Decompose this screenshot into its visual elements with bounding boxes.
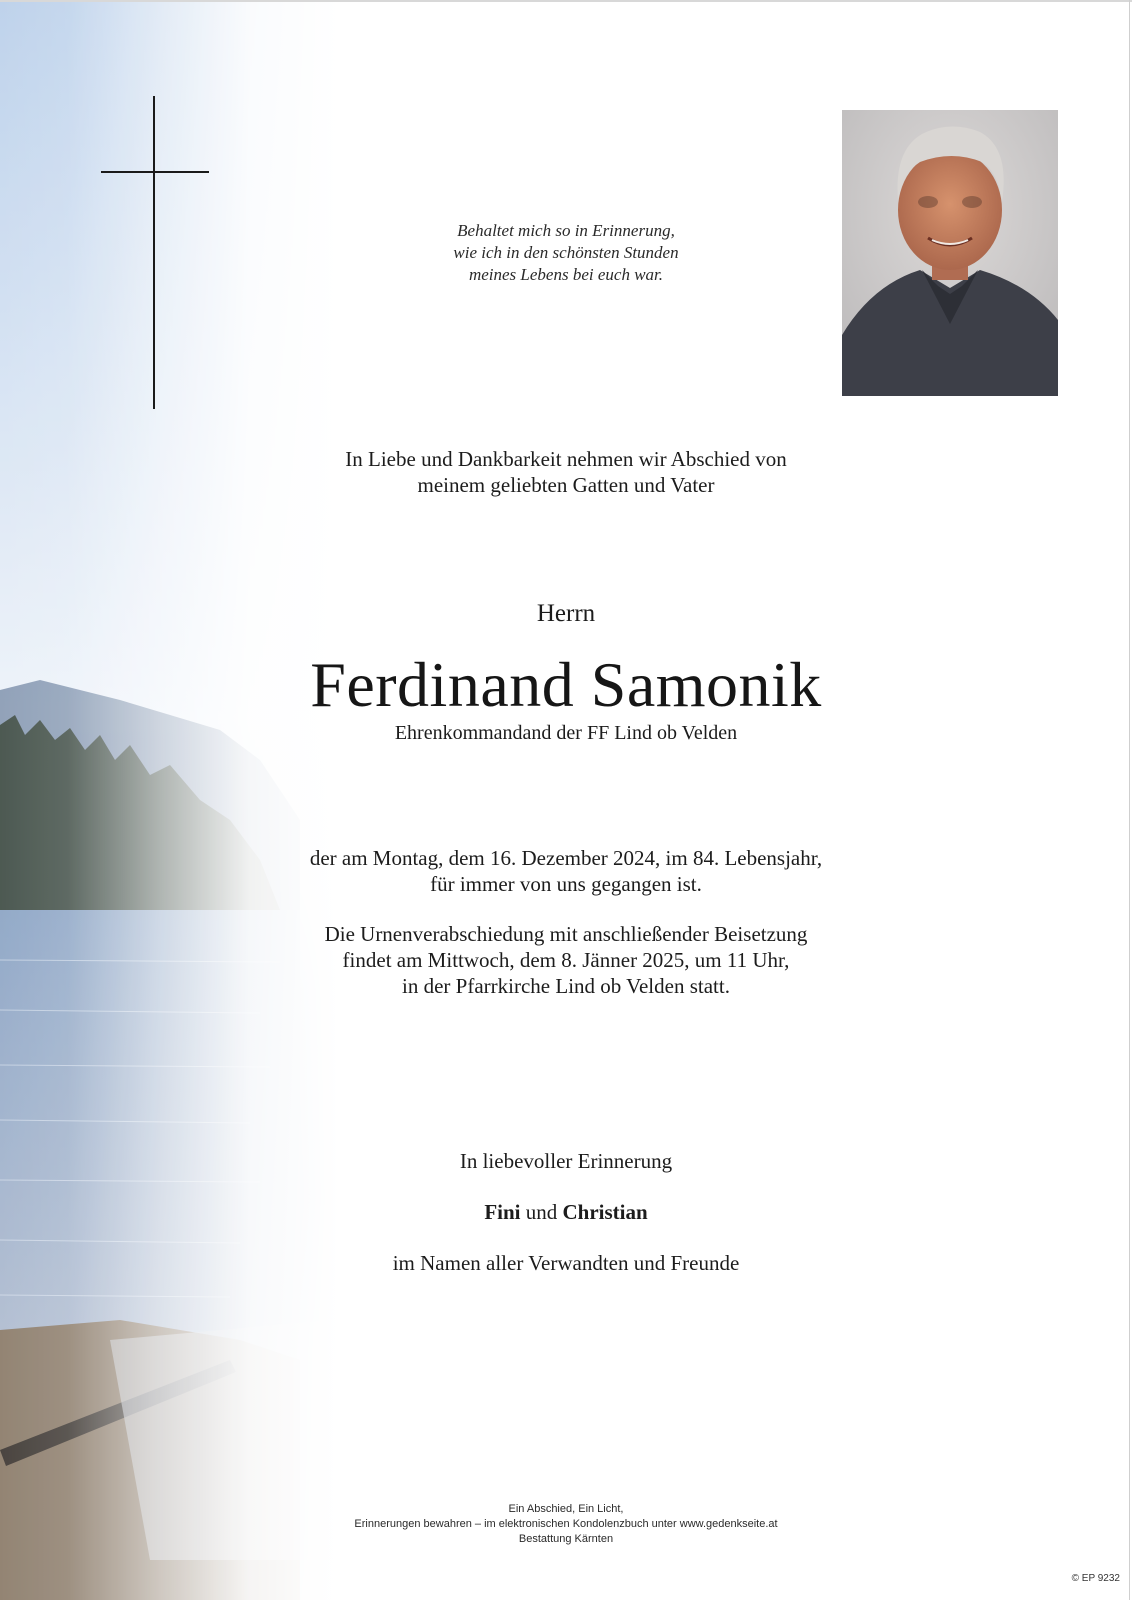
cross-vertical-bar bbox=[153, 96, 155, 409]
signer-connector: und bbox=[525, 1200, 558, 1224]
memorial-quote bbox=[360, 220, 772, 286]
farewell-intro bbox=[166, 446, 966, 498]
footer-line: Ein Abschied, Ein Licht, bbox=[508, 1503, 624, 1515]
intro-line: meinem geliebten Gatten und Vater bbox=[417, 473, 715, 497]
death-notice bbox=[166, 845, 966, 897]
family-line: im Namen aller Verwandten und Freunde bbox=[392, 1251, 740, 1275]
top-edge bbox=[0, 0, 1132, 2]
footer-line: Erinnerungen bewahren – im elektronischen Kondolenzbuch unter www.gedenkseite.at bbox=[354, 1518, 778, 1530]
right-edge bbox=[1129, 0, 1130, 1600]
remembrance-line: In liebevoller Erinnerung bbox=[459, 1149, 673, 1173]
intro-line: In Liebe und Dankbarkeit nehmen wir Abschied von bbox=[345, 447, 787, 471]
funeral-line: findet am Mittwoch, dem 8. Jänner 2025, um 11 Uhr, bbox=[342, 948, 790, 972]
death-line: für immer von uns gegangen ist. bbox=[430, 872, 702, 896]
funeral-line: Die Urnenverabschiedung mit anschließender Beisetzung bbox=[324, 922, 808, 946]
salutation: Herrn bbox=[536, 600, 596, 627]
quote-line: Behaltet mich so in Erinnerung, bbox=[457, 221, 675, 240]
funeral-details bbox=[166, 921, 966, 999]
footer-note bbox=[266, 1502, 866, 1547]
document-code: © EP 9232 bbox=[1071, 1573, 1120, 1584]
cross-horizontal-bar bbox=[101, 171, 209, 173]
funeral-line: in der Pfarrkirche Lind ob Velden statt. bbox=[402, 974, 730, 998]
quote-line: wie ich in den schönsten Stunden bbox=[453, 243, 679, 262]
death-line: der am Montag, dem 16. Dezember 2024, im 84. Lebensjahr, bbox=[309, 846, 823, 870]
signer-name: Fini bbox=[484, 1200, 521, 1224]
footer-line: Bestattung Kärnten bbox=[518, 1533, 614, 1545]
signer-name: Christian bbox=[562, 1200, 648, 1224]
portrait-photo bbox=[842, 110, 1058, 396]
deceased-role: Ehrenkommandand der FF Lind ob Velden bbox=[394, 722, 738, 744]
signers bbox=[166, 1199, 966, 1225]
deceased-name: Ferdinand Samonik bbox=[310, 649, 822, 720]
quote-line: meines Lebens bei euch war. bbox=[468, 265, 664, 284]
